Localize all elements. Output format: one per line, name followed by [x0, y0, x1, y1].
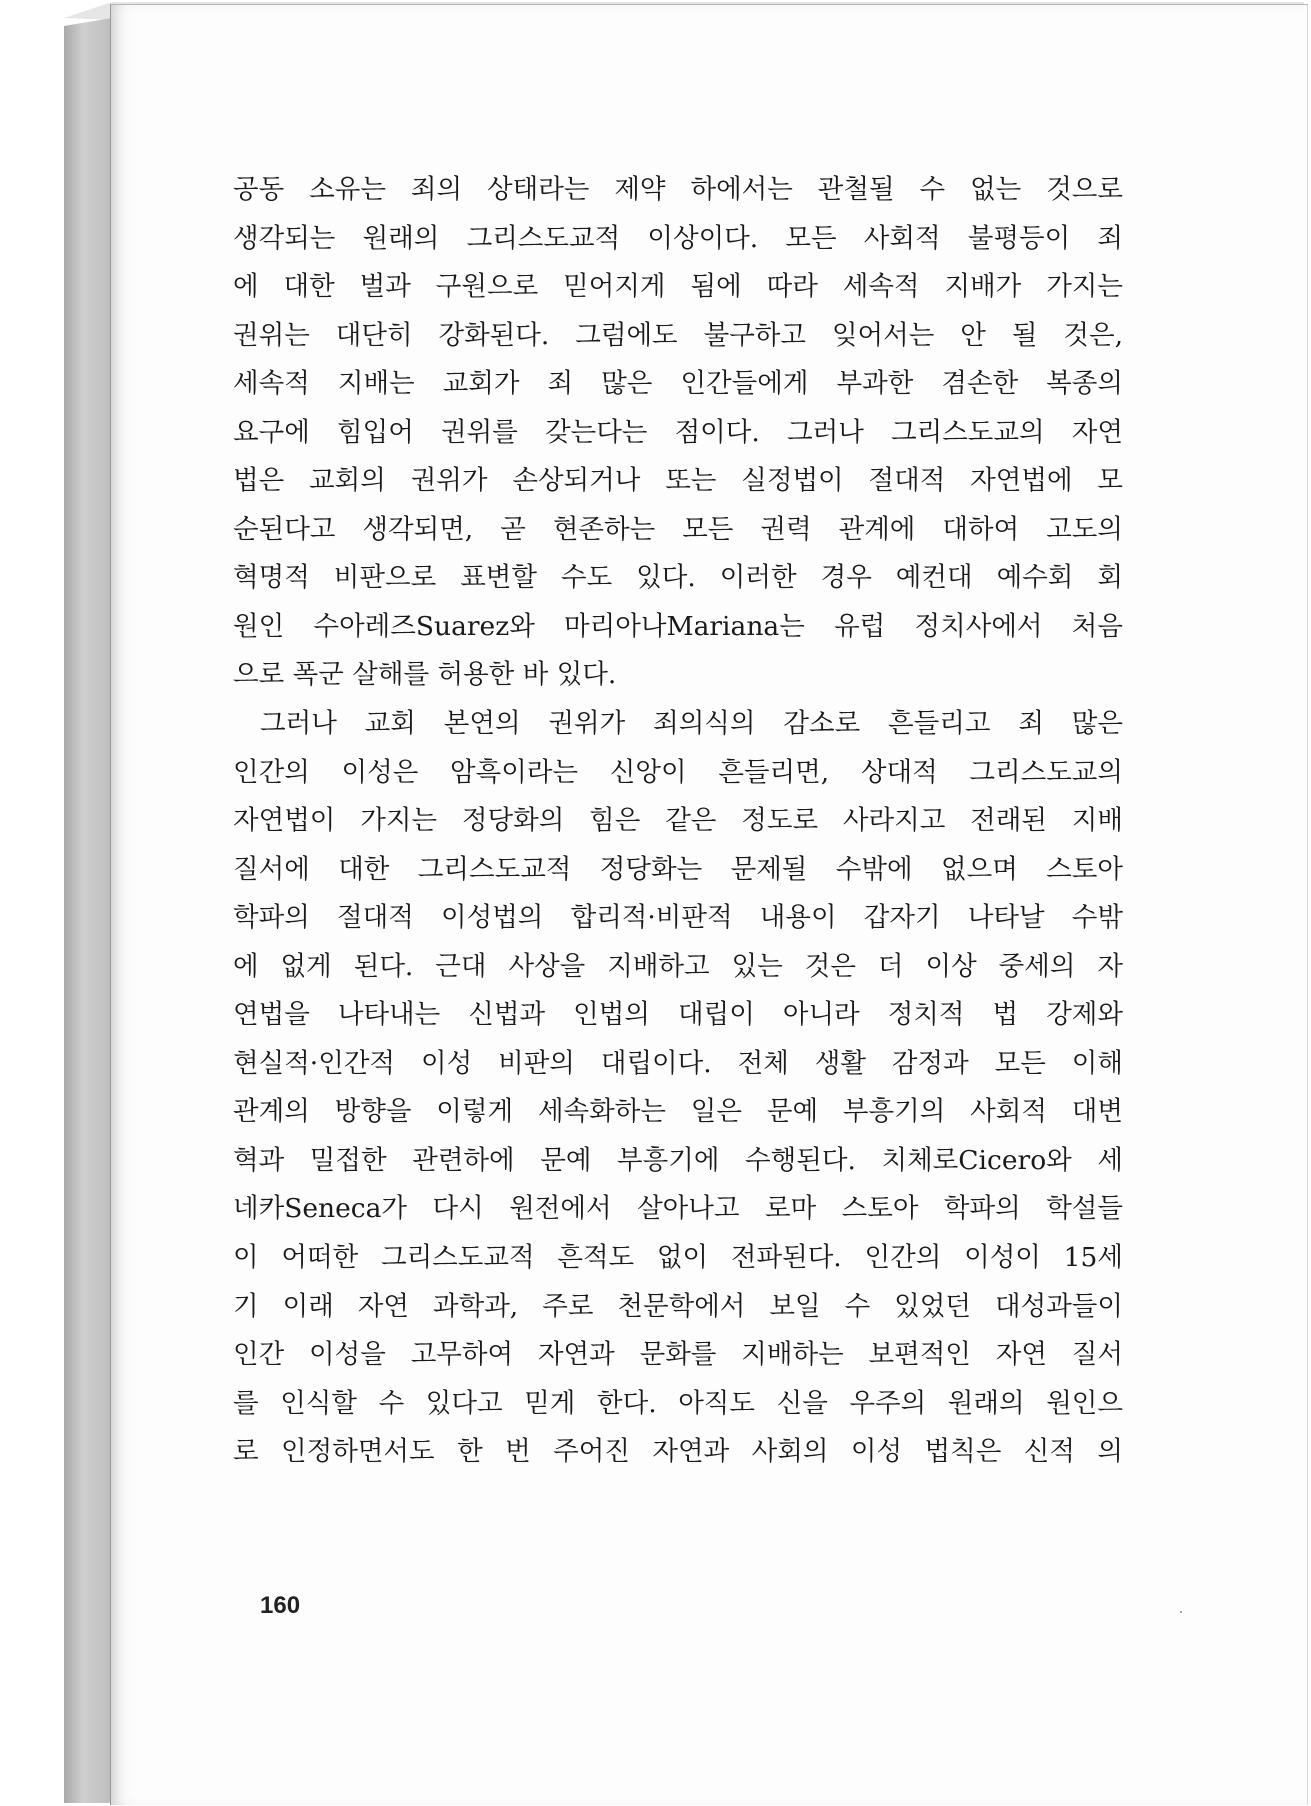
text-line: 세속적 지배는 교회가 죄 많은 인간들에게 부과한 겸손한 복종의 — [233, 368, 1123, 400]
text-line: 를 인식할 수 있다고 믿게 한다. 아직도 신을 우주의 원래의 원인으 — [233, 1387, 1123, 1419]
text-line: 으로 폭군 살해를 허용한 바 있다. — [233, 659, 617, 691]
text-line: 생각되는 원래의 그리스도교적 이상이다. 모든 사회적 불평등이 죄 — [233, 222, 1123, 254]
text-line: 자연법이 가지는 정당화의 힘은 같은 정도로 사라지고 전래된 지배 — [233, 805, 1123, 837]
text-line: 기 이래 자연 과학과, 주로 천문학에서 보일 수 있었던 대성과들이 — [233, 1290, 1123, 1322]
text-line: 공동 소유는 죄의 상태라는 제약 하에서는 관철될 수 없는 것으로 — [233, 174, 1123, 205]
text-line: 원인 수아레즈Suarez와 마리아나Mariana는 유럽 정치사에서 처음 — [233, 610, 1123, 642]
text-line: 에 대한 벌과 구원으로 믿어지게 됨에 따라 세속적 지배가 가지는 — [233, 271, 1123, 303]
text-line: 에 없게 된다. 근대 사상을 지배하고 있는 것은 더 이상 중세의 자 — [233, 950, 1123, 982]
text-line: 이 어떠한 그리스도교적 흔적도 없이 전파된다. 인간의 이성이 15세 — [233, 1242, 1123, 1274]
text-line: 혁명적 비판으로 표변할 수도 있다. 이러한 경우 예컨대 예수회 회 — [233, 562, 1123, 594]
paragraph — [233, 166, 1123, 700]
body-text — [233, 166, 1123, 1477]
text-line: 순된다고 생각되면, 곧 현존하는 모든 권력 관계에 대하여 고도의 — [233, 513, 1123, 545]
text-line: 관계의 방향을 이렇게 세속화하는 일은 문예 부흥기의 사회적 대변 — [233, 1096, 1123, 1128]
text-line: 네카Seneca가 다시 원전에서 살아나고 로마 스토아 학파의 학설들 — [233, 1193, 1123, 1225]
text-line: 요구에 힘입어 권위를 갖는다는 점이다. 그러나 그리스도교의 자연 — [233, 416, 1123, 448]
text-line: 로 인정하면서도 한 번 주어진 자연과 사회의 이성 법칙은 신적 의 — [233, 1436, 1123, 1468]
text-line: 그러나 교회 본연의 권위가 죄의식의 감소로 흔들리고 죄 많은 — [260, 708, 1123, 740]
text-line: 권위는 대단히 강화된다. 그럼에도 불구하고 잊어서는 안 될 것은, — [233, 319, 1123, 351]
page-number: 160 — [260, 1592, 301, 1619]
text-line: 학파의 절대적 이성법의 합리적·비판적 내용이 갑자기 나타날 수밖 — [233, 902, 1123, 934]
book-spine-edge — [64, 18, 112, 1803]
paragraph — [233, 700, 1123, 1477]
text-line: 현실적·인간적 이성 비판의 대립이다. 전체 생활 감정과 모든 이해 — [233, 1047, 1123, 1079]
text-line: 질서에 대한 그리스도교적 정당화는 문제될 수밖에 없으며 스토아 — [233, 853, 1123, 885]
text-line: 법은 교회의 권위가 손상되거나 또는 실정법이 절대적 자연법에 모 — [233, 465, 1123, 497]
text-line: 인간의 이성은 암흑이라는 신앙이 흔들리면, 상대적 그리스도교의 — [233, 756, 1123, 788]
scan-speck — [1180, 1611, 1182, 1613]
text-line: 연법을 나타내는 신법과 인법의 대립이 아니라 정치적 법 강제와 — [233, 999, 1123, 1031]
text-line: 혁과 밀접한 관련하에 문예 부흥기에 수행된다. 치체로Cicero와 세 — [233, 1144, 1123, 1176]
text-line: 인간 이성을 고무하여 자연과 문화를 지배하는 보편적인 자연 질서 — [233, 1339, 1123, 1371]
